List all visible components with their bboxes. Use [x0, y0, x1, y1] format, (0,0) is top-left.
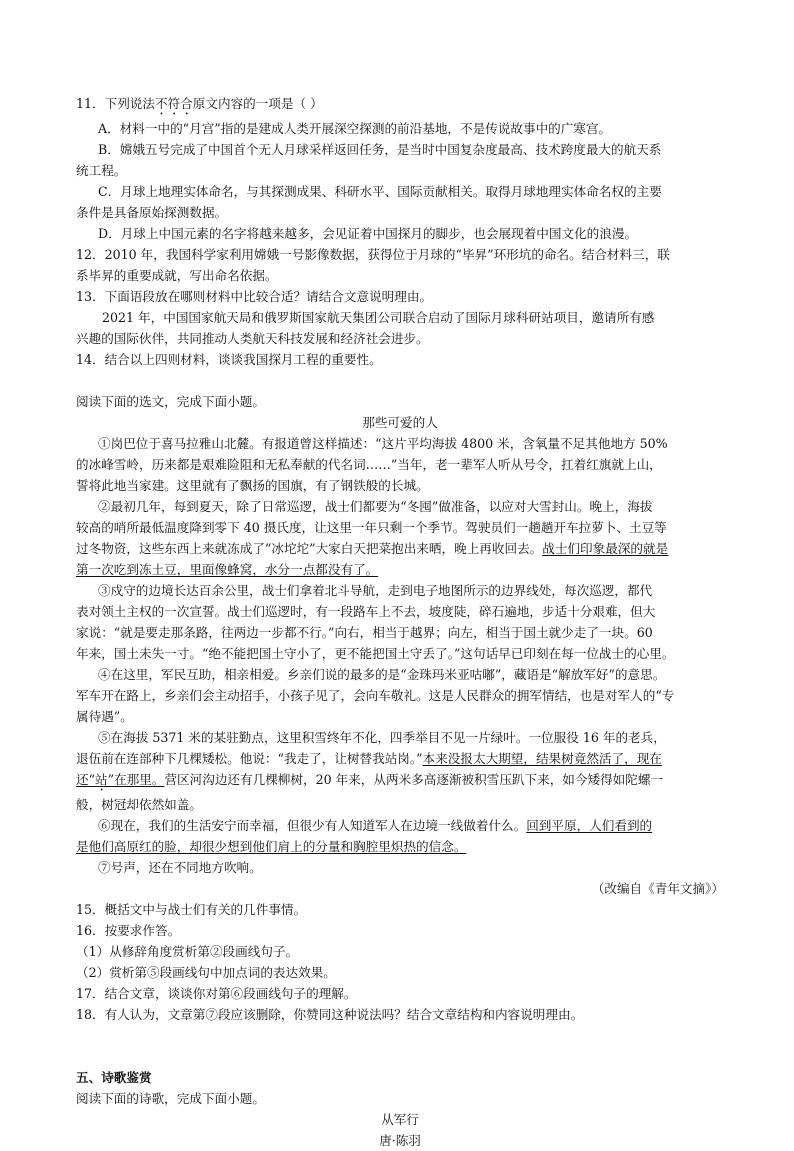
- paragraph-1-line1: ①岗巴位于喜马拉雅山北麓。有报道曾这样描述：“这片平均海拔 4800 米，含氧量不足其他地方 50%: [98, 436, 668, 451]
- document-page: [76, 93, 724, 1151]
- paragraph-2-line1: ②最初几年，每到夏天，除了日常巡逻，战士们都要为“冬囤”做准备，以应对大雪封山。晚上，海拔: [98, 499, 653, 514]
- underlined-sentence: 战士们印象最深的就是: [542, 541, 669, 556]
- q12-line1: 12．2010 年，我国科学家利用嫦娥一号影像数据，获得位于月球的“毕昇”环形坑的命名。结合材料三，联: [76, 247, 670, 262]
- paragraph-3-line2: 表对领土主权的一次宣誓。战士们巡逻时，有一段路车上不去，坡度陡，碎石遍地，步适十分艰难，但大: [76, 604, 656, 619]
- question-16: 16．按要求作答。: [76, 923, 181, 938]
- q13-passage-line1: 2021 年，中国国家航天局和俄罗斯国家航天集团公司联合启动了国际月球科研站项目，邀请所有感: [102, 310, 655, 325]
- q11-option-b-cont: 统工程。: [76, 163, 127, 178]
- question-16-2: （2）赏析第⑤段画线句中加点词的表达效果。: [76, 965, 336, 980]
- paragraph-5-line1: ⑤在海拔 5371 米的某驻勤点，这里积雪终年不化，四季举目不见一片绿叶。一位服役 16 年的老兵，: [98, 730, 666, 745]
- paragraph-4-line1: ④在这里，军民互助，相亲相爱。乡亲们说的最多的是“金珠玛米亚咕嘟”，藏语是“解放军好”的意思。: [98, 667, 666, 682]
- dotted-word: “站”: [88, 772, 115, 787]
- question-16-1: （1）从修辞角度赏析第②段画线句子。: [76, 944, 299, 959]
- underlined-sentence: 第一次吃到冻土豆，里面像蜂窝，水分一点都没有了。: [76, 562, 379, 577]
- q11-option-b: B．嫦娥五号完成了中国首个无人月球采样返回任务，是当时中国复杂度最高、技术跨度最大的航天系: [98, 142, 662, 157]
- underlined-sentence: 是他们高原红的脸，却很少想到他们肩上的分量和胸腔里炽热的信念。: [76, 839, 467, 854]
- paragraph-1-line2: 的冰峰雪岭，历来都是艰难险阻和无私奉献的代名词……”当年，老一辈军人听从号令，扛着红旗就上山，: [76, 457, 662, 472]
- emphasized-word: 不符合: [155, 96, 193, 111]
- article-source: （改编自《青年文摘》）: [591, 881, 724, 896]
- paragraph-6-line2: [76, 836, 724, 857]
- q11-option-c: C．月球上地理实体命名，与其探测成果、科研水平、国际贡献相关。取得月球地理实体命名权的主要: [98, 184, 662, 199]
- q13-passage-line2: 兴趣的国际伙伴，共同推动人类航天科技发展和经济社会进步。: [76, 331, 429, 346]
- poem-author: 唐·陈羽: [379, 1133, 421, 1148]
- section-5-intro: 阅读下面的诗歌，完成下面小题。: [76, 1091, 265, 1106]
- paragraph-3-line3: 家说：“就是要走那条路，往两边一步都不行。”向右，相当于越界；向左，相当于国土就少走了一块。60: [76, 625, 653, 640]
- q11-option-c-cont: 条件是具备原始探测数据。: [76, 205, 228, 220]
- paragraph-6-line1: ⑥现在，我们的生活安宁而幸福，但很少有人知道军人在边境一线做着什么。回到平原，人们看到的: [98, 818, 653, 833]
- paragraph-4-line3: 属待遇”。: [76, 709, 133, 724]
- paragraph-3-line4: 年来，国土未失一寸。“绝不能把国土守小了，更不能把国土守丢了。”这句话早已印刻在每一位战士的心里。: [76, 646, 675, 661]
- question-18: 18．有人认为，文章第⑦段应该删除，你赞同这种说法吗？结合文章结构和内容说明理由。: [76, 1007, 584, 1022]
- question-15: 15．概括文中与战士们有关的几件事情。: [76, 902, 307, 917]
- q13-stem: 13．下面语段放在哪则材料中比较合适？请结合文意说明理由。: [76, 289, 433, 304]
- underlined-sentence: 本来没报太大期望，结果树竟然活了，现在: [422, 751, 662, 766]
- paragraph-3-line1: ③戍守的边境长达百余公里，战士们拿着北斗导航，走到电子地图所示的边界线处，每次巡逻，都代: [98, 583, 653, 598]
- paragraph-4-line2: 军车开在路上，乡亲们会主动招手，小孩子见了，会向车敬礼。这是人民群众的拥军情结，也是对军人的“专: [76, 688, 675, 703]
- article-title: 那些可爱的人: [362, 415, 438, 430]
- paragraph-5-line3: 还“站”在那里。营区河沟边还有几棵柳树，20 年来，从两米多高逐渐被积雪压趴下来，如今矮得如陀螺一: [76, 772, 664, 787]
- question-17: 17．结合文章，谈谈你对第⑥段画线句子的理解。: [76, 986, 357, 1001]
- q14-stem: 14．结合以上四则材料，谈谈我国探月工程的重要性。: [76, 352, 382, 367]
- paragraph-2-line3: 过冬物资，这些东西上来就冻成了“冰坨坨”大家白天把菜抱出来晒，晚上再收回去。战士们印象最深的就是: [76, 541, 669, 556]
- paragraph-1-line3: 誓将此地当家建。这里就有了飘扬的国旗，有了钢铁般的长城。: [76, 478, 429, 493]
- q12-line2: 系毕昇的重要成就，写出命名依据。: [76, 268, 278, 283]
- paragraph-2-line4: [76, 559, 724, 580]
- section-5-heading: 五、诗歌鉴赏: [76, 1070, 152, 1085]
- underlined-sentence: 回到平原，人们看到的: [526, 818, 653, 833]
- paragraph-2-line2: 较高的哨所最低温度降到零下 40 摄氏度，让这里一年只剩一个季节。驾驶员们一趟趟开车拉萝卜、土豆等: [76, 520, 667, 535]
- paragraph-7: ⑦号声，还在不同地方吹响。: [98, 860, 262, 875]
- q11-option-d: D．月球上中国元素的名字将越来越多，会见证着中国探月的脚步，也会展现着中国文化的浪漫。: [98, 226, 638, 241]
- poem-title: 从军行: [381, 1112, 419, 1127]
- q11-stem: 11．下列说法不符合原文内容的一项是（ ）: [76, 96, 323, 111]
- paragraph-5-line4: 般，树冠却依然如盖。: [76, 797, 202, 812]
- paragraph-5-line2: 退伍前在连部种下几棵矮松。他说：“我走了，让树替我站岗。”本来没报太大期望，结果树竟然活了，现在: [76, 751, 662, 766]
- reading-intro: 阅读下面的选文，完成下面小题。: [76, 394, 265, 409]
- q11-option-a: A．材料一中的“月宫”指的是建成人类开展深空探测的前沿基地，不是传说故事中的广寒宫。: [98, 121, 612, 136]
